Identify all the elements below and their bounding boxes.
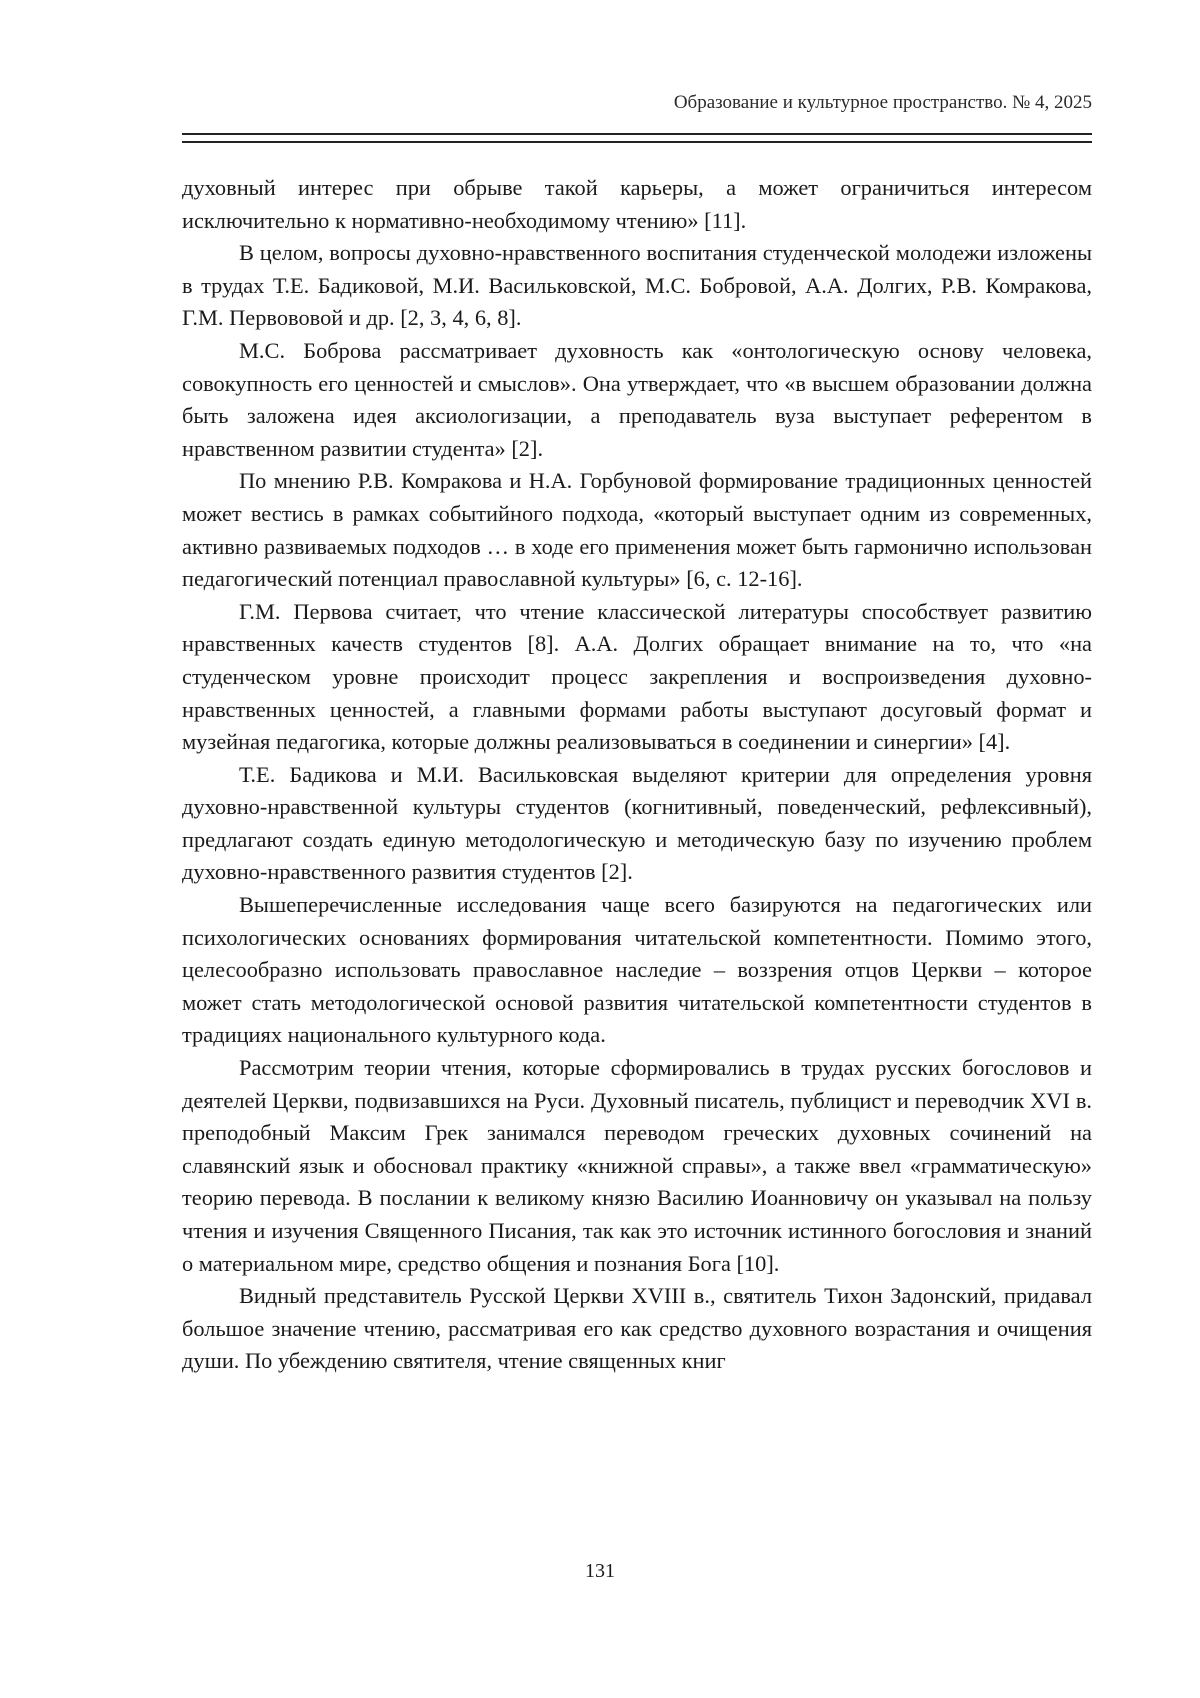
paragraph: Г.М. Первова считает, что чтение классической литературы способствует развитию нравственных качеств студентов [8]. А.А. Долгих обращает внимание на то, что «на студенческом уровне происходит процесс закрепления и воспроизведения духовно-нравственных ценностей, а главными формами работы выступают досуговый формат и музейная педагогика, которые должны реализовываться в соединении и синергии» [4]. [182, 598, 1092, 755]
paragraph: М.С. Боброва рассматривает духовность как «онтологическую основу человека, совокупность его ценностей и смыслов». Она утверждает, что «в высшем образовании должна быть заложена идея аксиологизации, а преподаватель вуза выступает референтом в нравственном развитии студента» [2]. [182, 337, 1092, 461]
paragraph: Т.Е. Бадикова и М.И. Васильковская выделяют критерии для определения уровня духовно-нравственной культуры студентов (когнитивный, поведенческий, рефлексивный), предлагают создать единую методологическую и методическую базу по изучению проблем духовно-нравственного развития студентов [2]. [182, 761, 1092, 885]
paragraph: В целом, вопросы духовно-нравственного воспитания студенческой молодежи изложены в трудах Т.Е. Бадиковой, М.И. Васильковской, М.С. Бобровой, А.А. Долгих, Р.В. Комракова, Г.М. Первововой и др. [2, 3, 4, 6, 8]. [182, 240, 1092, 331]
paragraph-continued: духовный интерес при обрыве такой карьеры, а может ограничиться интересом исключительно к нормативно-необходимому чтению» [11]. [182, 175, 1092, 233]
paragraph: По мнению Р.В. Комракова и Н.А. Горбуновой формирование традиционных ценностей может вестись в рамках событийного подхода, «который выступает одним из современных, активно развиваемых подходов … в ходе его применения может быть гармонично использован педагогический потенциал православной культуры» [6, с. 12-16]. [182, 468, 1092, 592]
header-double-rule [182, 133, 1092, 143]
article-body [182, 172, 1092, 1378]
paragraph: Вышеперечисленные исследования чаще всего базируются на педагогических или психологических основаниях формирования читательской компетентности. Помимо этого, целесообразно использовать православное наследие – воззрения отцов Церкви – которое может стать методологической основой развития читательской компетентности студентов в традициях национального культурного кода. [182, 892, 1092, 1048]
running-header: Образование и культурное пространство. № 4, 2025 [673, 92, 1092, 113]
paragraph: Рассмотрим теории чтения, которые сформировались в трудах русских богословов и деятелей Церкви, подвизавшихся на Руси. Духовный писатель, публицист и переводчик XVI в. преподобный Максим Грек занимался переводом греческих духовных сочинений на славянский язык и обосновал практику «книжной справы», а также ввел «грамматическую» теорию перевода. В послании к великому князю Василию Иоанновичу он указывал на пользу чтения и изучения Священного Писания, так как это источник истинного богословия и знаний о материальном мире, средство общения и познания Бога [10]. [182, 1055, 1092, 1276]
paragraph: Видный представитель Русской Церкви XVIII в., святитель Тихон Задонский, придавал большое значение чтению, рассматривая его как средство духовного возрастания и очищения души. По убеждению святителя, чтение священных книг [182, 1283, 1092, 1374]
page-number: 131 [585, 1560, 615, 1582]
